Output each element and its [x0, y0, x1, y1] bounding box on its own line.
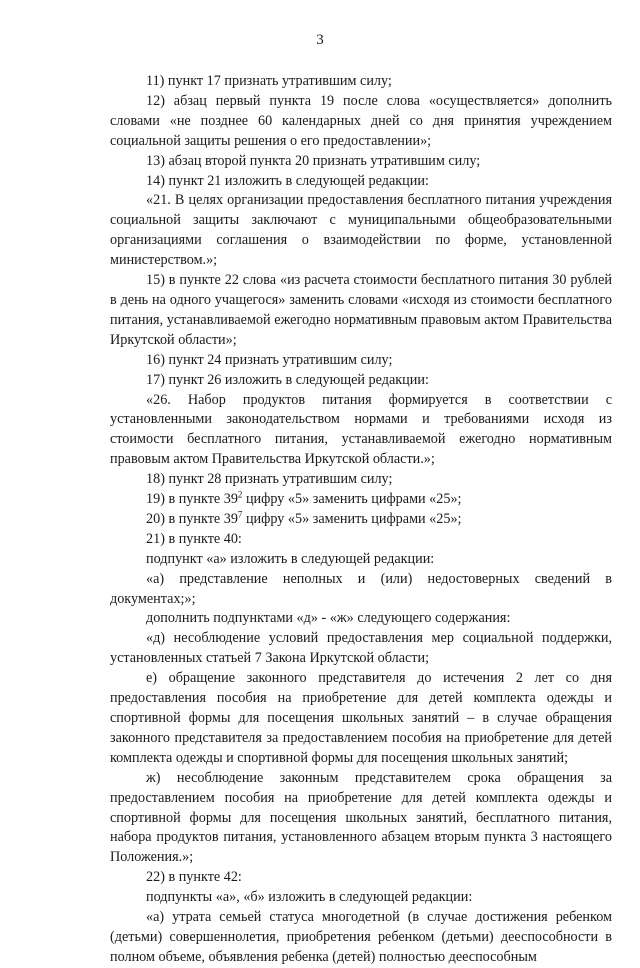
paragraph-subitem-d: «д) несоблюдение условий предоставления мер социальной поддержки, установленных статьей 7 Закона Иркутской области;	[110, 630, 612, 667]
paragraph-item-21: 21) в пункте 40:	[146, 530, 242, 547]
paragraph-subitem-a-intro: подпункт «а» изложить в следующей редакции:	[146, 550, 435, 567]
paragraph-subitem-a: «а) представление неполных и (или) недостоверных сведений в документах;»;	[110, 570, 612, 607]
page-number: 3	[316, 32, 324, 48]
item-19-text: 19) в пункте 39	[146, 491, 238, 508]
paragraph-item-19	[110, 490, 612, 510]
paragraph-subitems-ab-intro: подпункты «а», «б» изложить в следующей редакции:	[146, 889, 473, 906]
paragraph-item-16: 16) пункт 24 признать утратившим силу;	[146, 351, 393, 368]
item-20-text: 20) в пункте 39	[146, 510, 238, 527]
paragraph-item-12: 12) абзац первый пункта 19 после слова «осуществляется» дополнить словами «не позднее 60 календарных дней со дня принятия учреждением социальной защиты решения о его предоставлении»;	[110, 92, 612, 149]
paragraph-subitems-intro: дополнить подпунктами «д» - «ж» следующего содержания:	[146, 610, 511, 627]
paragraph-item-17: 17) пункт 26 изложить в следующей редакции:	[146, 371, 429, 388]
item-20-superscript: 7	[237, 509, 243, 520]
item-19-text-end: цифру «5» заменить цифрами «25»;	[242, 491, 462, 508]
paragraph-item-15: 15) в пункте 22 слова «из расчета стоимости бесплатного питания 30 рублей в день на одного учащегося» заменить словами «исходя из стоимости бесплатного питания, устанавливаемой ежегодно нормативным правовым актом Правительства Иркутской области»;	[110, 272, 612, 348]
paragraph-clause-21: «21. В целях организации предоставления бесплатного питания учреждения социальной защиты заключают с муниципальными общеобразовательными организациями соглашения о взаимодействии по форме, установленной министерством.»;	[110, 192, 612, 269]
paragraph-subitem-a-42: «а) утрата семьей статуса многодетной (в случае достижения ребенком (детьми) совершеннолетия, приобретения ребенком (детьми) дееспособности в полном объеме, объявления ребенка (детей) полностью дееспособным	[110, 909, 612, 965]
paragraph-subitem-e: е) обращение законного представителя до истечения 2 лет со дня предоставления пособия на приобретение для детей комплекта одежды и спортивной формы для посещения школьных занятий – в случае обращения законного представителя за предоставлением пособия на приобретение для детей комплекта одежды и спортивной формы для посещения школьных занятий;	[110, 670, 612, 766]
paragraph-item-20	[110, 510, 612, 530]
item-20-text-end: цифру «5» заменить цифрами «25»;	[242, 510, 462, 527]
paragraph-item-22: 22) в пункте 42:	[146, 869, 242, 886]
paragraph-subitem-zh: ж) несоблюдение законным представителем срока обращения за предоставлением пособия на приобретение для детей комплекта одежды и спортивной формы для посещения школьных занятий, бесплатного питания, набора продуктов питания, установленного абзацем вторым пункта 3 настоящего Положения.»;	[110, 769, 612, 866]
paragraph-item-18: 18) пункт 28 признать утратившим силу;	[146, 471, 393, 488]
paragraph-item-13: 13) абзац второй пункта 20 признать утратившим силу;	[146, 152, 481, 169]
paragraph-clause-26: «26. Набор продуктов питания формируется в соответствии с установленными законодательством нормами и требованиями исходя из стоимости бесплатного питания, устанавливаемой ежегодно нормативным правовым актом Правительства Иркутской области.»;	[110, 391, 612, 468]
paragraph-item-14: 14) пункт 21 изложить в следующей редакции:	[146, 172, 429, 189]
document-body	[110, 72, 612, 968]
paragraph-item-11: 11) пункт 17 признать утратившим силу;	[146, 73, 392, 89]
item-19-superscript: 2	[237, 489, 243, 500]
